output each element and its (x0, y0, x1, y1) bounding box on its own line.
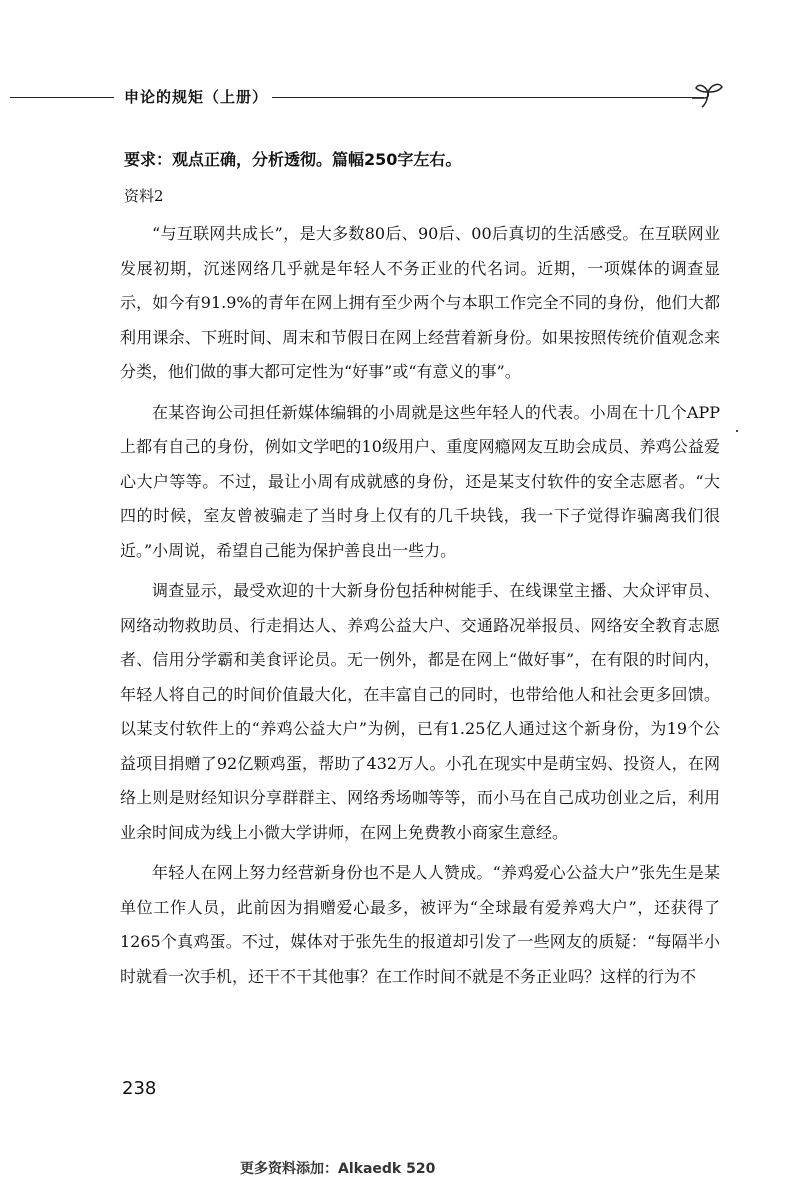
page-number: 238 (122, 1078, 157, 1099)
paragraph: 年轻人在网上努力经营新身份也不是人人赞成。“养鸡爱心公益大户”张先生是某单位工作人员，此前因为捐赠爱心最多，被评为“全球最有爱养鸡大户”，还获得了1265个真鸡蛋。不过，媒体对于张先生的报道却引发了一些网友的质疑：“每隔半小时就看一次手机，还干不干其他事？在工作时间不就是不务正业吗？这样的行为不 (120, 863, 720, 986)
book-title: 申论的规矩（上册） (124, 88, 269, 106)
material-label: 资料2 (124, 187, 164, 205)
header-rule-right (272, 97, 704, 98)
paragraph: “与互联网共成长”，是大多数80后、90后、00后真切的生活感受。在互联网业发展初期，沉迷网络几乎就是年轻人不务正业的代名词。近期，一项媒体的调查显示，如今有91.9%的青年在网上拥有至少两个与本职工作完全不同的身份，他们大都利用课余、下班时间、周末和节假日在网上经营着新身份。如果按照传统价值观念来分类，他们做的事大都可定性为“好事”或“有意义的事”。 (120, 224, 720, 381)
running-header (0, 80, 800, 116)
sprout-icon (690, 74, 726, 110)
header-rule-left (10, 97, 114, 98)
paragraph: 调查显示，最受欢迎的十大新身份包括种树能手、在线课堂主播、大众评审员、网络动物救助员、行走捐达人、养鸡公益大户、交通路况举报员、网络安全教育志愿者、信用分学霸和美食评论员。无一例外，都是在网上“做好事”，在有限的时间内，年轻人将自己的时间价值最大化，在丰富自己的同时，也带给他人和社会更多回馈。以某支付软件上的“养鸡公益大户”为例，已有1.25亿人通过这个新身份，为19个公益项目捐赠了92亿颗鸡蛋，帮助了432万人。小孔在现实中是萌宝妈、投资人，在网络上则是财经知识分享群群主、网络秀场咖等等，而小马在自己成功创业之后，利用业余时间成为线上小微大学讲师，在网上免费教小商家生意经。 (120, 581, 720, 842)
paragraph: 在某咨询公司担任新媒体编辑的小周就是这些年轻人的代表。小周在十几个APP上都有自己的身份，例如文学吧的10级用户、重度网瘾网友互助会成员、养鸡公益爱心大户等等。不过，最让小周有成就感的身份，还是某支付软件的安全志愿者。“大四的时候，室友曾被骗走了当时身上仅有的几千块钱，我一下子觉得诈骗离我们很近。”小周说，希望自己能为保护善良出一些力。 (120, 402, 720, 560)
page-body (120, 145, 720, 1000)
cropped-footer-text: 更多资料添加：Alkaedk 520 (240, 1161, 436, 1177)
assignment-requirement: 要求：观点正确，分析透彻。篇幅250字左右。 (124, 150, 462, 169)
scan-speck (736, 430, 738, 432)
